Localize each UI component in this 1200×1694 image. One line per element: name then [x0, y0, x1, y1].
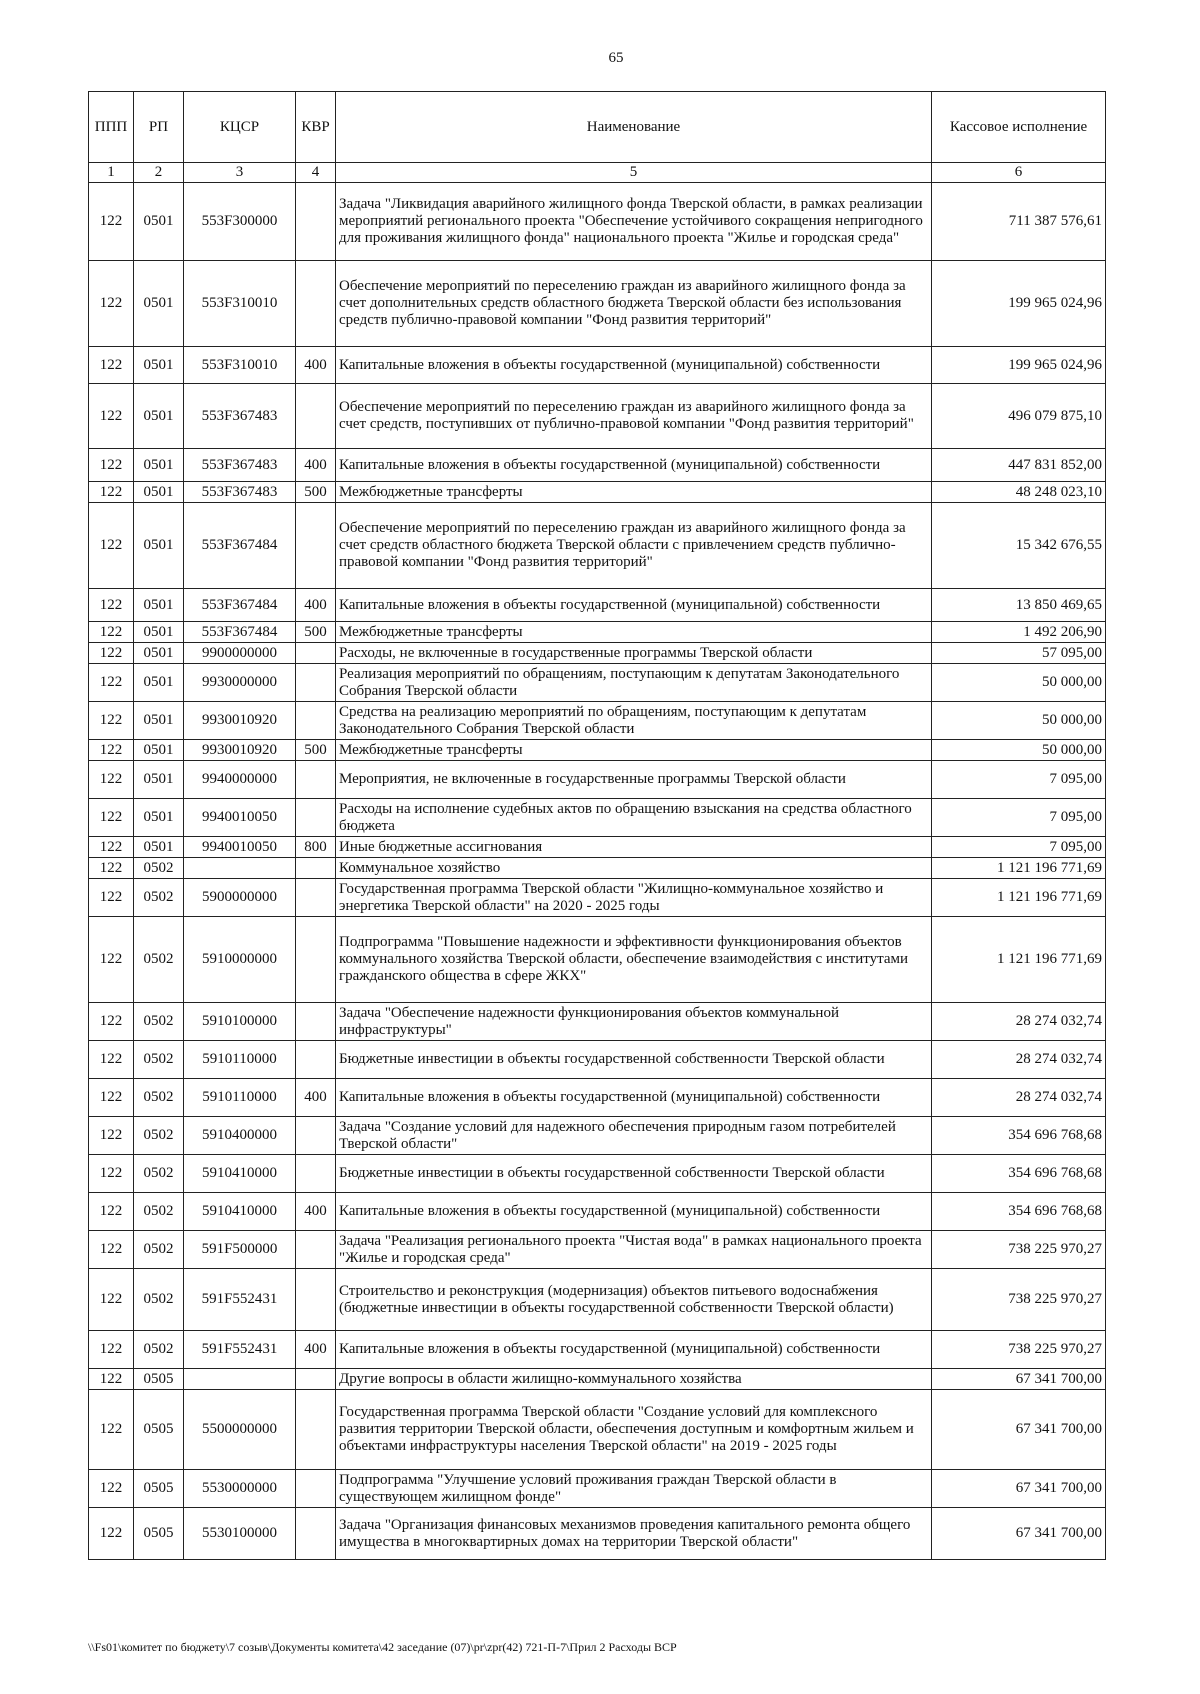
cell-name: Задача "Создание условий для надежного обеспечения природным газом потребителей Тверской области" [336, 1117, 932, 1155]
cell-ppp: 122 [89, 1193, 134, 1231]
col-number: 2 [134, 163, 184, 183]
cell-name: Капитальные вложения в объекты государственной (муниципальной) собственности [336, 589, 932, 622]
table-body [89, 183, 1106, 1560]
cell-kcsr: 553F367483 [184, 449, 296, 482]
cell-kcsr [184, 1369, 296, 1390]
cell-ppp: 122 [89, 702, 134, 740]
cell-kvr [296, 1041, 336, 1079]
cell-kcsr: 5910000000 [184, 917, 296, 1003]
cell-kvr [296, 799, 336, 837]
cell-ppp: 122 [89, 1155, 134, 1193]
table-row [89, 643, 1106, 664]
cell-kvr: 500 [296, 740, 336, 761]
table-row [89, 1041, 1106, 1079]
cell-ppp: 122 [89, 643, 134, 664]
cell-kvr [296, 1155, 336, 1193]
cell-ppp: 122 [89, 1331, 134, 1369]
cell-rp: 0501 [134, 799, 184, 837]
column-number-row [89, 163, 1106, 183]
cell-name: Капитальные вложения в объекты государственной (муниципальной) собственности [336, 1193, 932, 1231]
cell-rp: 0502 [134, 1079, 184, 1117]
table-row [89, 1079, 1106, 1117]
cell-rp: 0501 [134, 622, 184, 643]
cell-amount: 48 248 023,10 [932, 482, 1106, 503]
table-row [89, 482, 1106, 503]
cell-name: Реализация мероприятий по обращениям, поступающим к депутатам Законодательного Собрания Тверской области [336, 664, 932, 702]
col-number: 4 [296, 163, 336, 183]
cell-kcsr: 9930010920 [184, 702, 296, 740]
cell-kcsr [184, 858, 296, 879]
cell-rp: 0502 [134, 1003, 184, 1041]
cell-ppp: 122 [89, 1079, 134, 1117]
table-row [89, 664, 1106, 702]
col-number: 3 [184, 163, 296, 183]
cell-amount: 28 274 032,74 [932, 1079, 1106, 1117]
cell-name: Строительство и реконструкция (модернизация) объектов питьевого водоснабжения (бюджетные инвестиции в объекты государственной собственности Тверской области) [336, 1269, 932, 1331]
cell-rp: 0501 [134, 183, 184, 261]
cell-kvr [296, 1470, 336, 1508]
cell-amount: 7 095,00 [932, 761, 1106, 799]
table-row [89, 1470, 1106, 1508]
cell-kcsr: 5910110000 [184, 1041, 296, 1079]
cell-name: Задача "Обеспечение надежности функционирования объектов коммунальной инфраструктуры" [336, 1003, 932, 1041]
cell-name: Расходы, не включенные в государственные программы Тверской области [336, 643, 932, 664]
cell-ppp: 122 [89, 1269, 134, 1331]
cell-kvr: 500 [296, 482, 336, 503]
col-number: 1 [89, 163, 134, 183]
table-row [89, 761, 1106, 799]
cell-kvr [296, 1269, 336, 1331]
cell-kcsr: 591F500000 [184, 1231, 296, 1269]
cell-kcsr: 5500000000 [184, 1390, 296, 1470]
cell-kcsr: 553F367484 [184, 589, 296, 622]
col-header-amount: Кассовое исполнение [932, 92, 1106, 163]
cell-kvr: 400 [296, 1079, 336, 1117]
cell-amount: 57 095,00 [932, 643, 1106, 664]
cell-kcsr: 553F367484 [184, 503, 296, 589]
footer-file-path: \\Fs01\комитет по бюджету\7 созыв\Документы комитета\42 заседание (07)\pr\zpr(42) 721-П-7\Прил 2 Расходы ВСР [88, 1640, 677, 1654]
table-row [89, 449, 1106, 482]
cell-kvr: 400 [296, 347, 336, 384]
cell-kvr [296, 761, 336, 799]
cell-ppp: 122 [89, 879, 134, 917]
cell-name: Другие вопросы в области жилищно-коммунального хозяйства [336, 1369, 932, 1390]
cell-kcsr: 553F310010 [184, 261, 296, 347]
cell-rp: 0502 [134, 1269, 184, 1331]
cell-kcsr: 5910410000 [184, 1193, 296, 1231]
cell-amount: 67 341 700,00 [932, 1470, 1106, 1508]
cell-ppp: 122 [89, 1508, 134, 1560]
cell-amount: 50 000,00 [932, 740, 1106, 761]
cell-amount: 28 274 032,74 [932, 1003, 1106, 1041]
cell-amount: 50 000,00 [932, 664, 1106, 702]
cell-rp: 0502 [134, 1331, 184, 1369]
table-row [89, 503, 1106, 589]
cell-ppp: 122 [89, 622, 134, 643]
cell-kvr [296, 1369, 336, 1390]
col-header-ppp: ППП [89, 92, 134, 163]
cell-name: Государственная программа Тверской области "Жилищно-коммунальное хозяйство и энергетика Тверской области" на 2020 - 2025 годы [336, 879, 932, 917]
cell-ppp: 122 [89, 664, 134, 702]
cell-kcsr: 5910110000 [184, 1079, 296, 1117]
table-row [89, 1117, 1106, 1155]
table-row [89, 917, 1106, 1003]
cell-ppp: 122 [89, 347, 134, 384]
cell-ppp: 122 [89, 503, 134, 589]
cell-kcsr: 553F367483 [184, 482, 296, 503]
cell-amount: 1 492 206,90 [932, 622, 1106, 643]
cell-rp: 0501 [134, 347, 184, 384]
cell-kcsr: 9930010920 [184, 740, 296, 761]
cell-kcsr: 5910410000 [184, 1155, 296, 1193]
cell-amount: 7 095,00 [932, 799, 1106, 837]
cell-kcsr: 5900000000 [184, 879, 296, 917]
cell-name: Государственная программа Тверской области "Создание условий для комплексного развития территории Тверской области, обеспечения доступным и комфортным жильем и объектами инфраструктуры населения Тверской области" на 2019 - 2025 годы [336, 1390, 932, 1470]
cell-name: Иные бюджетные ассигнования [336, 837, 932, 858]
cell-ppp: 122 [89, 740, 134, 761]
cell-name: Подпрограмма "Повышение надежности и эффективности функционирования объектов коммунального хозяйства Тверской области, обеспечение взаимодействия с институтами гражданского общества в сфере ЖКХ" [336, 917, 932, 1003]
cell-kcsr: 591F552431 [184, 1331, 296, 1369]
cell-rp: 0502 [134, 1193, 184, 1231]
cell-rp: 0501 [134, 837, 184, 858]
cell-kvr [296, 917, 336, 1003]
cell-rp: 0502 [134, 1041, 184, 1079]
col-number: 6 [932, 163, 1106, 183]
cell-ppp: 122 [89, 1041, 134, 1079]
cell-rp: 0501 [134, 664, 184, 702]
cell-rp: 0505 [134, 1508, 184, 1560]
cell-name: Расходы на исполнение судебных актов по обращению взыскания на средства областного бюджета [336, 799, 932, 837]
cell-kvr: 500 [296, 622, 336, 643]
table-row [89, 858, 1106, 879]
cell-rp: 0501 [134, 261, 184, 347]
table-row [89, 384, 1106, 449]
cell-kcsr: 9930000000 [184, 664, 296, 702]
cell-name: Межбюджетные трансферты [336, 622, 932, 643]
cell-kcsr: 553F367483 [184, 384, 296, 449]
cell-kvr [296, 384, 336, 449]
cell-name: Обеспечение мероприятий по переселению граждан из аварийного жилищного фонда за счет средств, поступивших от публично-правовой компании "Фонд развития территорий" [336, 384, 932, 449]
table-row [89, 1193, 1106, 1231]
cell-kcsr: 9900000000 [184, 643, 296, 664]
cell-amount: 354 696 768,68 [932, 1155, 1106, 1193]
table-row [89, 347, 1106, 384]
cell-rp: 0501 [134, 702, 184, 740]
cell-ppp: 122 [89, 589, 134, 622]
table-row [89, 740, 1106, 761]
cell-amount: 1 121 196 771,69 [932, 858, 1106, 879]
cell-ppp: 122 [89, 858, 134, 879]
table-row [89, 1231, 1106, 1269]
cell-amount: 738 225 970,27 [932, 1269, 1106, 1331]
cell-rp: 0501 [134, 740, 184, 761]
cell-name: Бюджетные инвестиции в объекты государственной собственности Тверской области [336, 1155, 932, 1193]
cell-name: Капитальные вложения в объекты государственной (муниципальной) собственности [336, 449, 932, 482]
table-row [89, 261, 1106, 347]
cell-rp: 0502 [134, 1117, 184, 1155]
table-row [89, 589, 1106, 622]
cell-amount: 1 121 196 771,69 [932, 879, 1106, 917]
col-header-name: Наименование [336, 92, 932, 163]
cell-kcsr: 5910100000 [184, 1003, 296, 1041]
page-number: 65 [608, 50, 624, 66]
col-header-kvr: КВР [296, 92, 336, 163]
cell-rp: 0501 [134, 643, 184, 664]
cell-kvr [296, 858, 336, 879]
cell-amount: 13 850 469,65 [932, 589, 1106, 622]
cell-ppp: 122 [89, 183, 134, 261]
cell-kcsr: 5530000000 [184, 1470, 296, 1508]
cell-amount: 1 121 196 771,69 [932, 917, 1106, 1003]
cell-rp: 0501 [134, 384, 184, 449]
cell-kcsr: 553F367484 [184, 622, 296, 643]
cell-ppp: 122 [89, 917, 134, 1003]
cell-kcsr: 5910400000 [184, 1117, 296, 1155]
cell-kvr: 800 [296, 837, 336, 858]
cell-kcsr: 9940010050 [184, 837, 296, 858]
col-header-rp: РП [134, 92, 184, 163]
table-row [89, 1269, 1106, 1331]
cell-name: Капитальные вложения в объекты государственной (муниципальной) собственности [336, 347, 932, 384]
cell-rp: 0501 [134, 449, 184, 482]
table-row [89, 879, 1106, 917]
budget-table [88, 91, 1106, 1560]
cell-ppp: 122 [89, 1231, 134, 1269]
cell-amount: 447 831 852,00 [932, 449, 1106, 482]
table-row [89, 837, 1106, 858]
cell-ppp: 122 [89, 1369, 134, 1390]
cell-kvr: 400 [296, 449, 336, 482]
cell-kvr [296, 261, 336, 347]
cell-amount: 28 274 032,74 [932, 1041, 1106, 1079]
cell-rp: 0502 [134, 917, 184, 1003]
cell-name: Мероприятия, не включенные в государственные программы Тверской области [336, 761, 932, 799]
cell-ppp: 122 [89, 837, 134, 858]
cell-name: Задача "Ликвидация аварийного жилищного фонда Тверской области, в рамках реализации мероприятий регионального проекта "Обеспечение устойчивого сокращения непригодного для проживания жилищного фонда" национального проекта "Жилье и городская среда" [336, 183, 932, 261]
cell-amount: 496 079 875,10 [932, 384, 1106, 449]
cell-rp: 0501 [134, 482, 184, 503]
cell-amount: 50 000,00 [932, 702, 1106, 740]
cell-rp: 0505 [134, 1390, 184, 1470]
cell-name: Средства на реализацию мероприятий по обращениям, поступающим к депутатам Законодательного Собрания Тверской области [336, 702, 932, 740]
cell-rp: 0505 [134, 1470, 184, 1508]
cell-amount: 67 341 700,00 [932, 1369, 1106, 1390]
cell-kvr [296, 183, 336, 261]
cell-ppp: 122 [89, 261, 134, 347]
table-row [89, 183, 1106, 261]
col-header-kcsr: КЦСР [184, 92, 296, 163]
cell-name: Обеспечение мероприятий по переселению граждан из аварийного жилищного фонда за счет дополнительных средств областного бюджета Тверской области без использования средств публично-правовой компании "Фонд развития территорий" [336, 261, 932, 347]
cell-kvr [296, 702, 336, 740]
cell-ppp: 122 [89, 1470, 134, 1508]
cell-ppp: 122 [89, 761, 134, 799]
cell-kvr [296, 1003, 336, 1041]
cell-rp: 0501 [134, 589, 184, 622]
cell-kcsr: 591F552431 [184, 1269, 296, 1331]
table-row [89, 1508, 1106, 1560]
cell-name: Обеспечение мероприятий по переселению граждан из аварийного жилищного фонда за счет средств областного бюджета Тверской области с привлечением средств публично-правовой компании "Фонд развития территорий" [336, 503, 932, 589]
cell-amount: 199 965 024,96 [932, 261, 1106, 347]
cell-rp: 0502 [134, 1231, 184, 1269]
cell-name: Капитальные вложения в объекты государственной (муниципальной) собственности [336, 1079, 932, 1117]
cell-name: Задача "Реализация регионального проекта "Чистая вода" в рамках национального проекта "Жилье и городская среда" [336, 1231, 932, 1269]
cell-ppp: 122 [89, 799, 134, 837]
cell-rp: 0501 [134, 761, 184, 799]
table-row [89, 799, 1106, 837]
cell-amount: 354 696 768,68 [932, 1117, 1106, 1155]
cell-amount: 738 225 970,27 [932, 1331, 1106, 1369]
cell-kcsr: 9940010050 [184, 799, 296, 837]
cell-name: Подпрограмма "Улучшение условий проживания граждан Тверской области в существующем жилищном фонде" [336, 1470, 932, 1508]
cell-rp: 0502 [134, 1155, 184, 1193]
cell-amount: 738 225 970,27 [932, 1231, 1106, 1269]
cell-kvr [296, 664, 336, 702]
cell-name: Бюджетные инвестиции в объекты государственной собственности Тверской области [336, 1041, 932, 1079]
cell-kcsr: 5530100000 [184, 1508, 296, 1560]
cell-ppp: 122 [89, 1003, 134, 1041]
cell-amount: 15 342 676,55 [932, 503, 1106, 589]
table-row [89, 702, 1106, 740]
table-row [89, 1331, 1106, 1369]
cell-name: Задача "Организация финансовых механизмов проведения капитального ремонта общего имущества в многоквартирных домах на территории Тверской области" [336, 1508, 932, 1560]
cell-kvr [296, 1231, 336, 1269]
cell-kvr: 400 [296, 589, 336, 622]
cell-amount: 67 341 700,00 [932, 1390, 1106, 1470]
cell-name: Капитальные вложения в объекты государственной (муниципальной) собственности [336, 1331, 932, 1369]
table-row [89, 1390, 1106, 1470]
table-row [89, 1155, 1106, 1193]
cell-ppp: 122 [89, 449, 134, 482]
cell-kvr [296, 879, 336, 917]
cell-kvr [296, 1390, 336, 1470]
cell-kvr [296, 1508, 336, 1560]
cell-rp: 0505 [134, 1369, 184, 1390]
cell-amount: 199 965 024,96 [932, 347, 1106, 384]
cell-name: Межбюджетные трансферты [336, 482, 932, 503]
table-row [89, 1369, 1106, 1390]
table-row [89, 622, 1106, 643]
cell-ppp: 122 [89, 482, 134, 503]
table-row [89, 1003, 1106, 1041]
cell-kvr [296, 643, 336, 664]
cell-kvr: 400 [296, 1193, 336, 1231]
cell-ppp: 122 [89, 1117, 134, 1155]
cell-amount: 354 696 768,68 [932, 1193, 1106, 1231]
cell-ppp: 122 [89, 384, 134, 449]
cell-rp: 0502 [134, 879, 184, 917]
header-row [89, 92, 1106, 163]
cell-name: Коммунальное хозяйство [336, 858, 932, 879]
cell-ppp: 122 [89, 1390, 134, 1470]
cell-kcsr: 553F310010 [184, 347, 296, 384]
cell-amount: 67 341 700,00 [932, 1508, 1106, 1560]
cell-rp: 0502 [134, 858, 184, 879]
cell-kcsr: 553F300000 [184, 183, 296, 261]
cell-kvr: 400 [296, 1331, 336, 1369]
cell-kcsr: 9940000000 [184, 761, 296, 799]
cell-amount: 7 095,00 [932, 837, 1106, 858]
cell-kvr [296, 1117, 336, 1155]
col-number: 5 [336, 163, 932, 183]
cell-rp: 0501 [134, 503, 184, 589]
cell-amount: 711 387 576,61 [932, 183, 1106, 261]
cell-name: Межбюджетные трансферты [336, 740, 932, 761]
cell-kvr [296, 503, 336, 589]
